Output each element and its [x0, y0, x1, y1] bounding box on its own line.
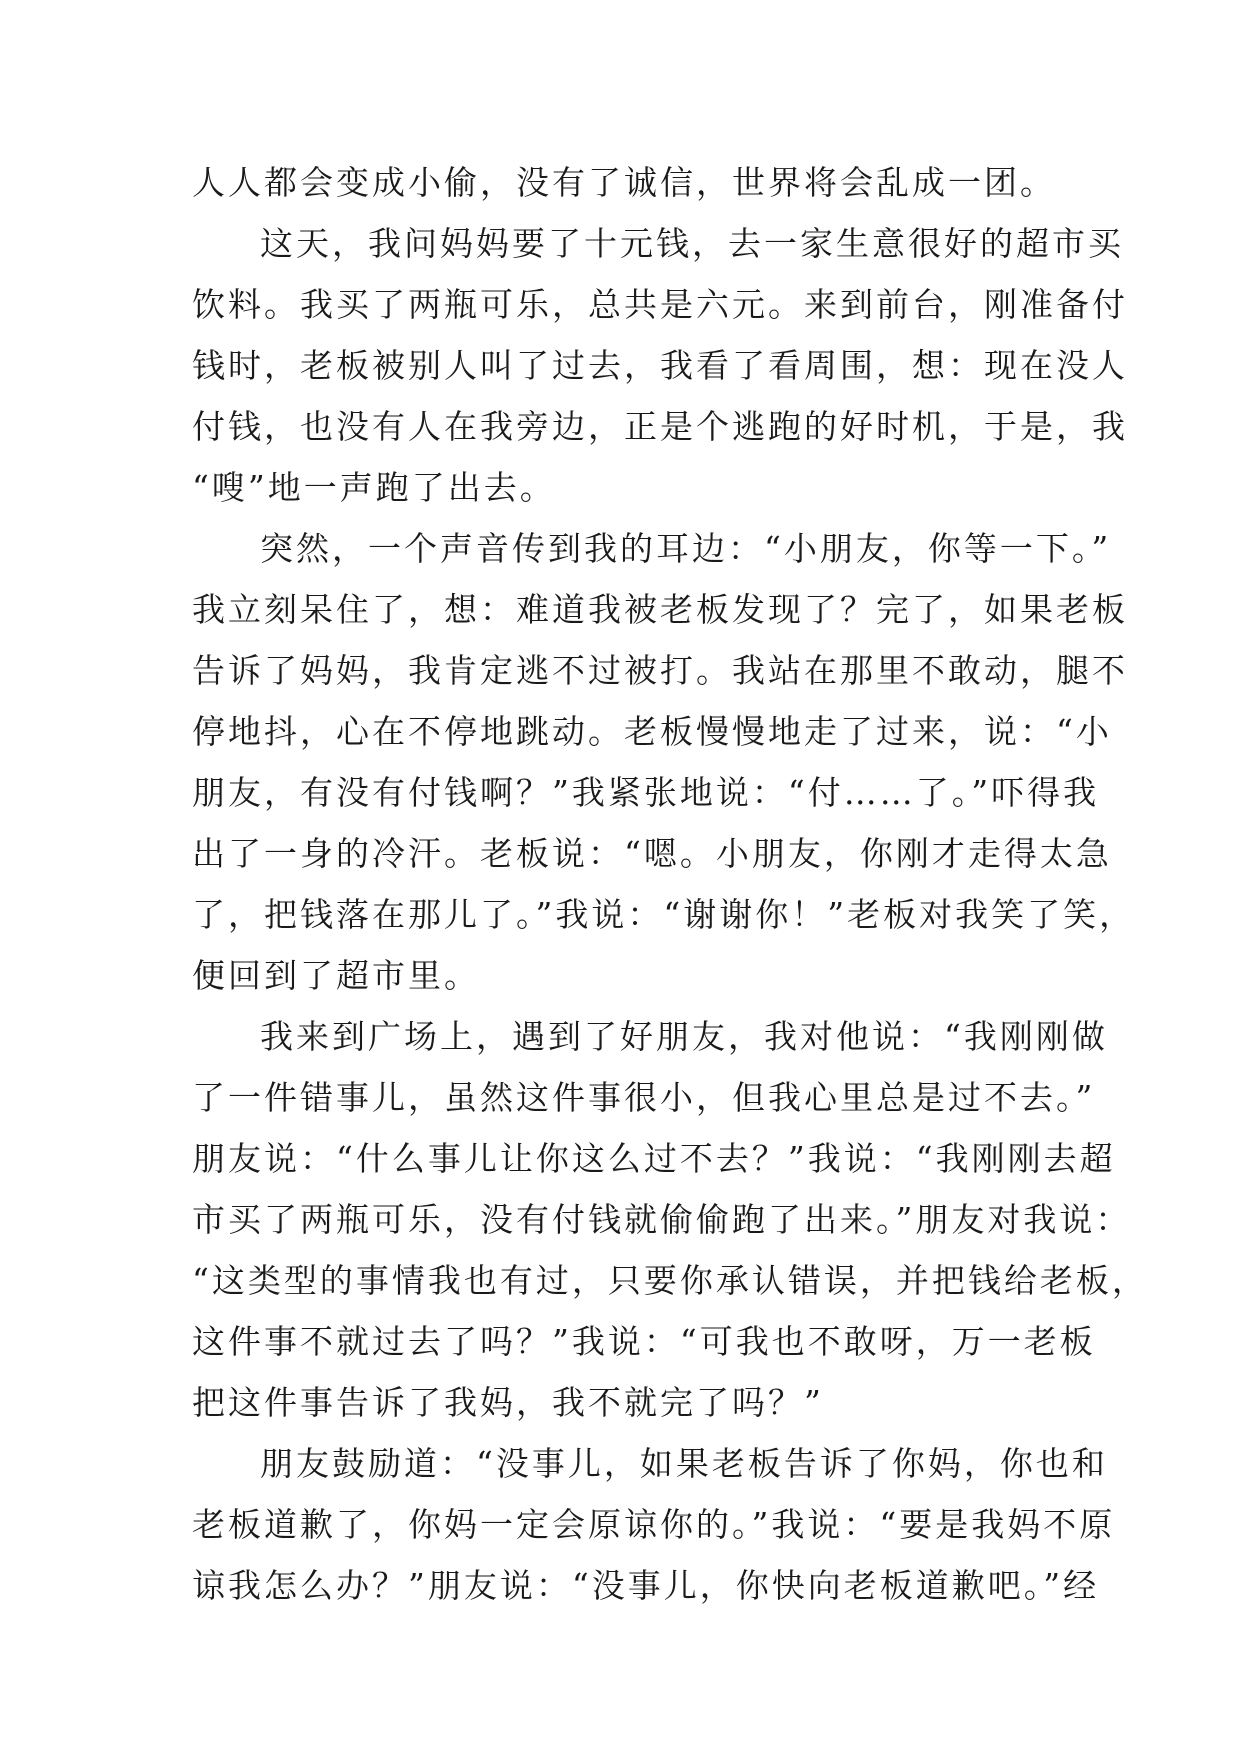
text-line: 朋友鼓励道：“没事儿，如果老板告诉了你妈，你也和: [260, 1444, 1108, 1483]
text-line: 出了一身的冷汗。老板说：“嗯。小朋友，你刚才走得太急: [192, 834, 1112, 873]
text-line: 把这件事告诉了我妈，我不就完了吗？”: [192, 1383, 824, 1422]
text-line: 我立刻呆住了，想：难道我被老板发现了？完了，如果老板: [192, 590, 1128, 629]
text-line: 突然，一个声音传到我的耳边：“小朋友，你等一下。”: [260, 529, 1112, 568]
text-line: 了，把钱落在那儿了。”我说：“谢谢你！”老板对我笑了笑，: [192, 895, 1136, 934]
text-line: 这天，我问妈妈要了十元钱，去一家生意很好的超市买: [260, 224, 1124, 263]
text-line: 付钱，也没有人在我旁边，正是个逃跑的好时机，于是，我: [192, 407, 1128, 446]
text-line: 市买了两瓶可乐，没有付钱就偷偷跑了出来。”朋友对我说：: [192, 1200, 1132, 1239]
text-line: 停地抖，心在不停地跳动。老板慢慢地走了过来，说：“小: [192, 712, 1112, 751]
text-line: 人人都会变成小偷，没有了诚信，世界将会乱成一团。: [192, 163, 1056, 202]
document-body: [192, 152, 1148, 1616]
text-line: 朋友说：“什么事儿让你这么过不去？”我说：“我刚刚去超: [192, 1139, 1116, 1178]
text-line: 了一件错事儿，虽然这件事很小，但我心里总是过不去。”: [192, 1078, 1096, 1117]
text-line: 饮料。我买了两瓶可乐，总共是六元。来到前台，刚准备付: [192, 285, 1128, 324]
text-line: 告诉了妈妈，我肯定逃不过被打。我站在那里不敢动，腿不: [192, 651, 1128, 690]
text-line: “这类型的事情我也有过，只要你承认错误，并把钱给老板，: [192, 1261, 1148, 1300]
text-line: 老板道歉了，你妈一定会原谅你的。”我说：“要是我妈不原: [192, 1505, 1116, 1544]
text-line: 便回到了超市里。: [192, 956, 480, 995]
text-line: 朋友，有没有付钱啊？”我紧张地说：“付……了。”吓得我: [192, 773, 1100, 812]
text-line: “嗖”地一声跑了出去。: [192, 468, 556, 507]
text-line: 我来到广场上，遇到了好朋友，我对他说：“我刚刚做: [260, 1017, 1108, 1056]
text-line: 谅我怎么办？”朋友说：“没事儿，你快向老板道歉吧。”经: [192, 1566, 1100, 1605]
text-line: 这件事不就过去了吗？”我说：“可我也不敢呀，万一老板: [192, 1322, 1096, 1361]
text-line: 钱时，老板被别人叫了过去，我看了看周围，想：现在没人: [192, 346, 1128, 385]
